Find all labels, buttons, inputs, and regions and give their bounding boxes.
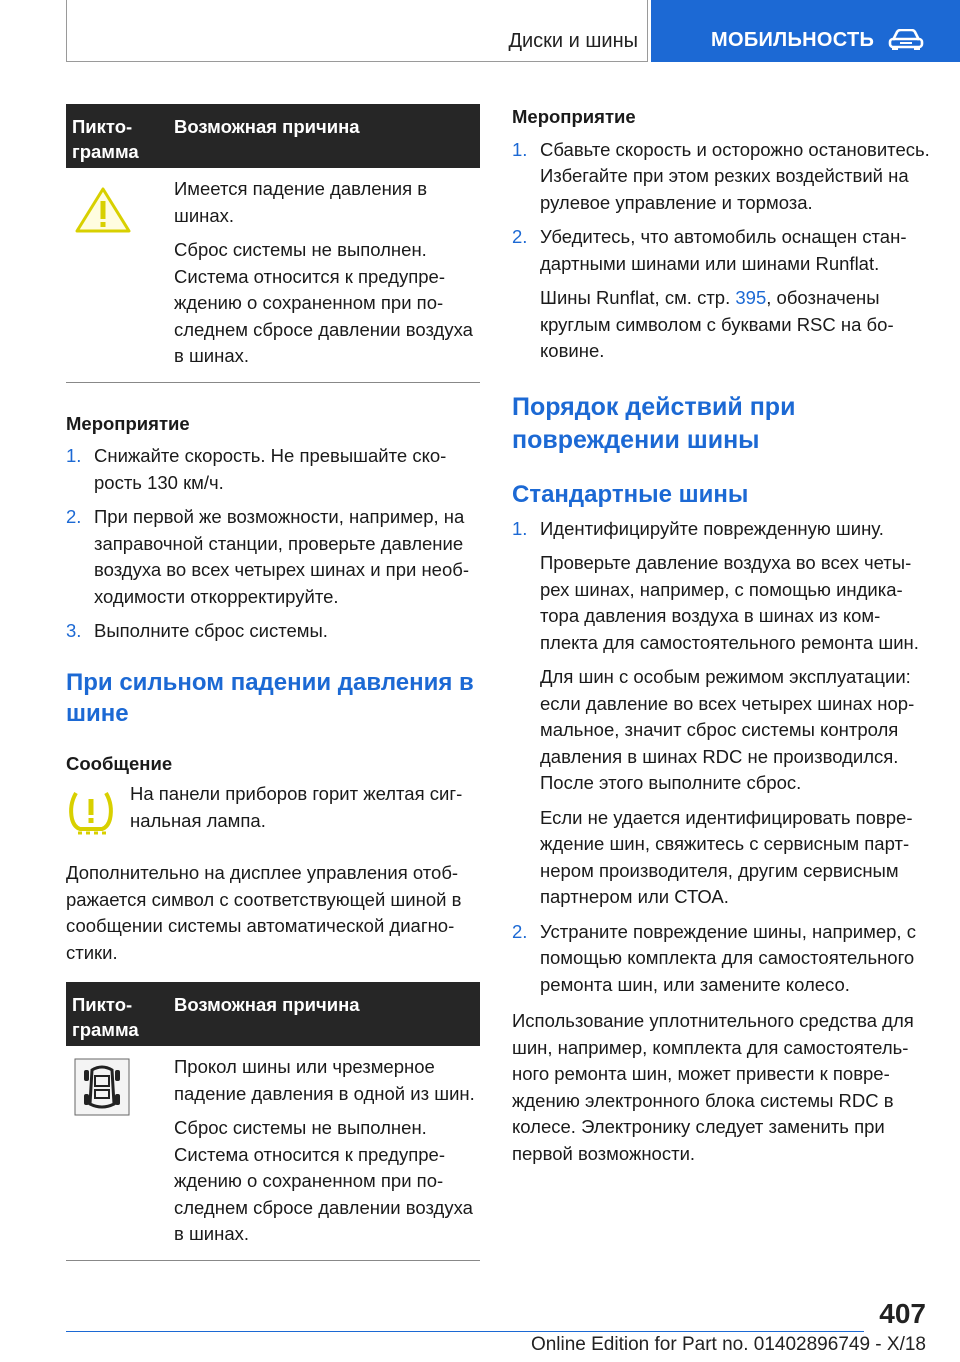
table2-row: [66, 1046, 480, 1261]
tire-pressure-warning-icon: [66, 789, 116, 835]
table2-header: [66, 982, 480, 1046]
message-block: [66, 781, 480, 840]
right-column: [512, 104, 930, 1167]
measures2-title: Мероприятие: [512, 106, 636, 127]
measures2-item2-text: Убедитесь, что автомобиль оснащен стандартными шинами или шинами Runflat.: [540, 226, 907, 274]
table2-cause-text-1: Прокол шины или чрезмерное падение давления в одной из шин.: [174, 1056, 475, 1104]
measures2-item2-ref: Шины Runflat, см. стр. 395, обозначены круглым символом с буквами RSC на боковине.: [540, 287, 894, 361]
list-item: 2. Убедитесь, что автомобиль оснащен стандартными шинами или шинами Runflat. Шины Runflat, см. стр. 395, обозначены круглым символом с буквами RSC на боковине.: [512, 224, 930, 365]
car-tire-icon: [74, 1058, 130, 1116]
list-item: 2. При первой же возможности, например, на заправочной станции, проверьте давление воздуха во всех четырех шинах и при необходимости откорректируйте.: [66, 506, 470, 607]
car-icon: [888, 29, 924, 51]
page-link-395[interactable]: 395: [735, 287, 767, 308]
damage-item1-p1: Идентифицируйте поврежденную шину.: [540, 517, 884, 539]
damage-item1-p3: Для шин с особым режимом эксплуатации: если давление во всех четырех шинах нормальное, значит сброс системы контроля давления в шинах RDC не производился. После этого выполните сброс.: [540, 666, 915, 793]
footer-divider: [66, 1331, 864, 1332]
list-item: 1. Идентифицируйте поврежденную шину. Проверьте давление воздуха во всех четырех шинах, например, с помощью индикатора давления воздуха в шинах из комплекта для самостоятельного ремонта шин. Для шин с особым режимом эксплуатации: если давление во всех четырех шинах нормальное, значит сброс системы контроля давления в шинах RDC не производился. После этого выполните сброс. Если не удается идентифицировать повреждение шин, свяжитесь с сервисным партнером производителя, другим сервисным партнером или СТОА.: [512, 516, 930, 911]
page-number: 407: [879, 1298, 926, 1329]
damage-paragraph: Использование уплотнительного средства для шин, например, комплекта для самостоятельного ремонта шин, может привести к повреждению электронного блока системы RDC в колесе. Электронику следует заменить при первой возможности.: [512, 1010, 914, 1164]
left-column: [66, 104, 480, 1261]
message-text: На панели приборов горит желтая сигнальная лампа.: [130, 783, 463, 831]
measures2-list: [512, 137, 930, 365]
measures1-list: [66, 443, 480, 645]
table1-head-pictogram: Пикто- грамма: [72, 116, 139, 162]
damage-item1-p4: Если не удается идентифицировать повреждение шин, свяжитесь с сервисным партнером производителя, другим сервисным партнером или СТОА.: [540, 806, 913, 907]
table2-head-pictogram: Пикто- грамма: [72, 994, 139, 1040]
footer-edition-text: Online Edition for Part no. 01402896749 - X/18: [530, 1334, 926, 1355]
header-chapter-tab[interactable]: [651, 0, 960, 62]
standard-tires-subheading: Стандартные шины: [512, 480, 749, 508]
table1-cause-text-2: Сброс системы не выполнен. Система относится к предупреждению о сохраненном при последнем сбросе давлении воздуха в шинах.: [174, 239, 473, 366]
list-item: 1. Сбавьте скорость и осторожно остановитесь. Избегайте при этом резких воздействий на рулевое управление и тормоза.: [512, 138, 930, 213]
table1-row: [66, 168, 480, 383]
list-item: 1. Снижайте скорость. Не превышайте скорость 130 км/ч.: [66, 445, 447, 493]
damage-list: [512, 516, 930, 999]
header-chapter-title: МОБИЛЬНОСТЬ: [711, 28, 875, 51]
warning-triangle-icon: [74, 186, 132, 234]
table2-cause-text-2: Сброс системы не выполнен. Система относится к предупреждению о сохраненном при последнем сбросе давлении воздуха в шинах.: [174, 1117, 473, 1244]
table1-head-cause: Возможная причина: [174, 116, 360, 137]
list-item: 3. Выполните сброс системы.: [66, 620, 328, 641]
message-title: Сообщение: [66, 752, 173, 774]
damage-item1-p2: Проверьте давление воздуха во всех четырех шинах, например, с помощью индикатора давления воздуха в шинах из комплекта для самостоятельного ремонта шин.: [540, 552, 919, 653]
measures1-title: Мероприятие: [66, 412, 190, 434]
strong-drop-paragraph: Дополнительно на дисплее управления отображается символ с соответствующей шиной в сообщении системы автоматической диагностики.: [66, 862, 462, 963]
table1-header: [66, 104, 480, 168]
strong-drop-heading: При сильном падении давления в шине: [66, 668, 474, 727]
damage-heading: Порядок действий при повреждении шины: [512, 392, 796, 454]
header-section-title: Диски и шины: [508, 30, 638, 52]
table2-head-cause: Возможная причина: [174, 994, 360, 1015]
list-item: 2. Устраните повреждение шины, например, с помощью комплекта для самостоятельного ремонта шин, или замените колесо.: [512, 920, 916, 995]
table1-cause-text-1: Имеется падение давления в шинах.: [174, 178, 428, 226]
